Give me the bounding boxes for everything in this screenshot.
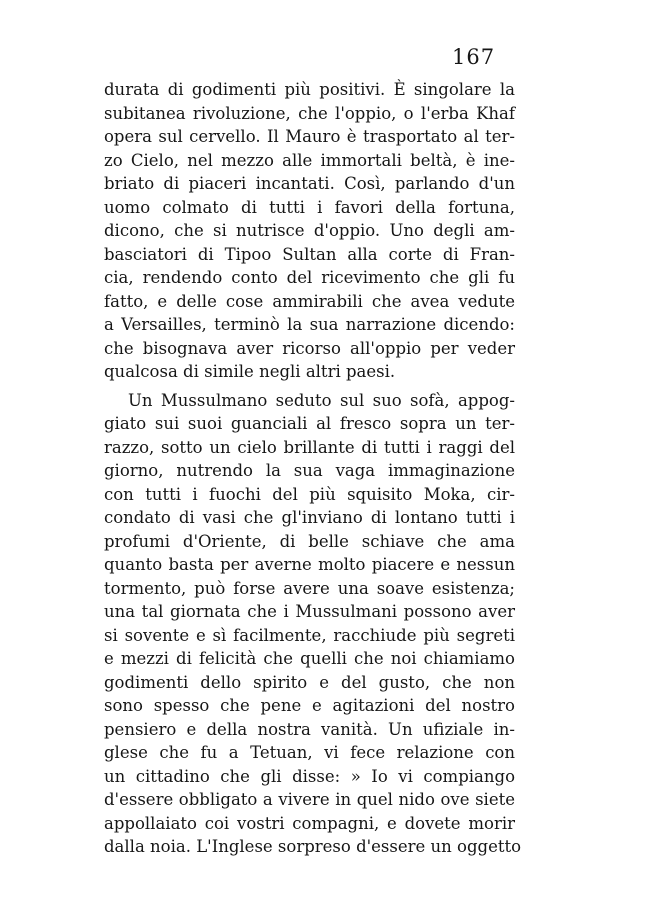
text-line: tormento, può forse avere una soave esistenza;	[104, 578, 515, 598]
text-line: qualcosa di simile negli altri paesi.	[104, 362, 396, 381]
text-line: basciatori di Tipoo Sultan alla corte di Fran-	[104, 244, 515, 264]
text-line: giato sui suoi guanciali al fresco sopra un ter-	[104, 414, 515, 433]
text-line: quanto basta per averne molto piacere e nessun	[104, 555, 515, 574]
text-line: Un Mussulmano seduto sul suo sofà, appog-	[128, 390, 515, 410]
text-line: cia, rendendo conto del ricevimento che gli fu	[104, 268, 515, 287]
text-line: si sovente e sì facilmente, racchiude più segreti	[104, 625, 515, 645]
paragraph	[104, 389, 522, 859]
text-line: briato di piaceri incantati. Così, parlando d'un	[104, 174, 515, 193]
text-line: profumi d'Oriente, di belle schiave che ama	[104, 531, 515, 551]
text-line: a Versailles, terminò la sua narrazione dicendo:	[104, 315, 515, 334]
text-line: una tal giornata che i Mussulmani possono aver	[104, 602, 515, 621]
text-line: godimenti dello spirito e del gusto, che non	[104, 672, 515, 692]
text-line: appollaiato coi vostri compagni, e dovete morir	[104, 813, 515, 833]
text-line: fatto, e delle cose ammirabili che avea vedute	[104, 291, 515, 311]
text-line: che bisognava aver ricorso all'oppio per veder	[104, 338, 515, 358]
text-line: un cittadino che gli disse: » Io vi compiango	[104, 766, 515, 786]
text-line: dalla noia. L'Inglese sorpreso d'essere un oggetto	[104, 837, 522, 856]
text-line: subitanea rivoluzione, che l'oppio, o l'erba Khaf	[104, 103, 515, 123]
body-text	[104, 78, 522, 859]
text-line: d'essere obbligato a vivere in quel nido ove siete	[104, 790, 515, 809]
text-line: pensiero e della nostra vanità. Un ufiziale in-	[104, 719, 515, 739]
text-line: e mezzi di felicità che quelli che noi chiamiamo	[104, 649, 515, 668]
paragraph	[104, 78, 515, 384]
text-line: zo Cielo, nel mezzo alle immortali beltà, è ine-	[104, 150, 515, 170]
text-line: sono spesso che pene e agitazioni del nostro	[104, 696, 515, 715]
page-number: 167	[452, 45, 496, 69]
text-line: uomo colmato di tutti i favori della fortuna,	[104, 197, 515, 217]
text-line: durata di godimenti più positivi. È singolare la	[104, 80, 515, 99]
text-line: glese che fu a Tetuan, vi fece relazione con	[104, 743, 515, 762]
text-line: dicono, che si nutrisce d'oppio. Uno degli am-	[104, 221, 515, 240]
text-line: con tutti i fuochi del più squisito Moka, cir-	[104, 484, 515, 504]
text-line: razzo, sotto un cielo brillante di tutti i raggi del	[104, 437, 515, 457]
text-line: condato di vasi che gl'inviano di lontano tutti i	[104, 508, 515, 527]
text-line: giorno, nutrendo la sua vaga immaginazione	[104, 461, 515, 480]
text-line: opera sul cervello. Il Mauro è trasportato al ter-	[104, 127, 515, 146]
